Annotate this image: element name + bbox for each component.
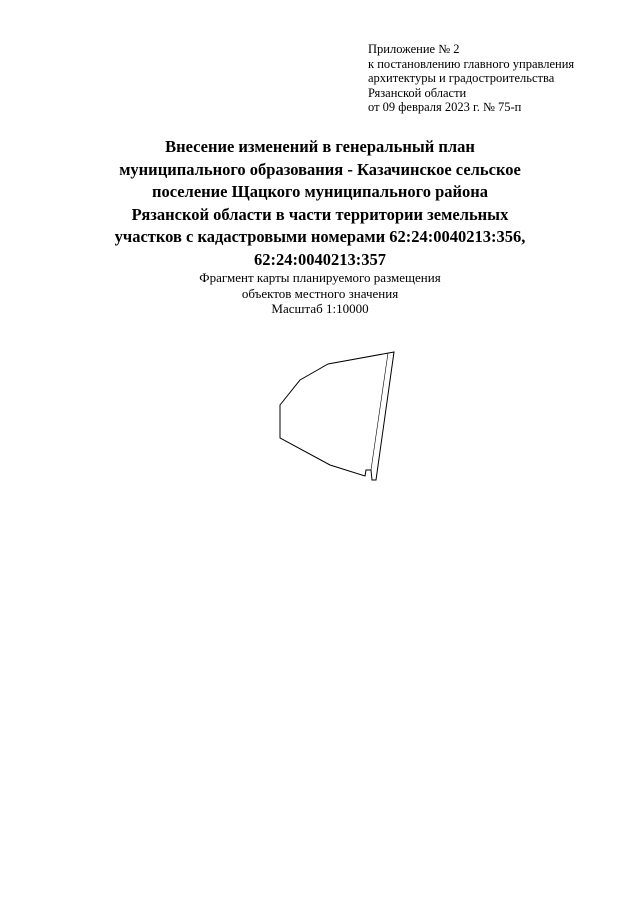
title-line: Рязанской области в части территории земельных <box>131 204 509 224</box>
title-line: поселение Щацкого муниципального района <box>151 182 489 201</box>
caption-line: объектов местного значения <box>241 285 399 301</box>
appendix-line: архитектуры и градостроительства <box>368 71 555 85</box>
map-caption <box>150 270 490 317</box>
land-plot-map <box>270 345 410 495</box>
caption-line: Фрагмент карты планируемого размещения <box>199 270 441 285</box>
scale-label: Масштаб 1:10000 <box>271 301 369 316</box>
land-plot-outline <box>280 352 394 480</box>
appendix-date: от 09 февраля 2023 г. № 75-п <box>368 100 522 114</box>
appendix-line: Рязанской области <box>368 85 467 100</box>
appendix-line: к постановлению главного управления <box>368 56 575 71</box>
title-line: муниципального образования - Казачинское сельское <box>119 159 521 179</box>
title-line: 62:24:0040213:357 <box>254 249 386 269</box>
title-line: Внесение изменений в генеральный план <box>165 137 475 156</box>
title-line: участков с кадастровыми номерами 62:24:0040213:356, <box>114 227 526 246</box>
appendix-block <box>368 42 628 115</box>
document-title <box>80 136 560 271</box>
appendix-number: Приложение № 2 <box>368 42 460 56</box>
